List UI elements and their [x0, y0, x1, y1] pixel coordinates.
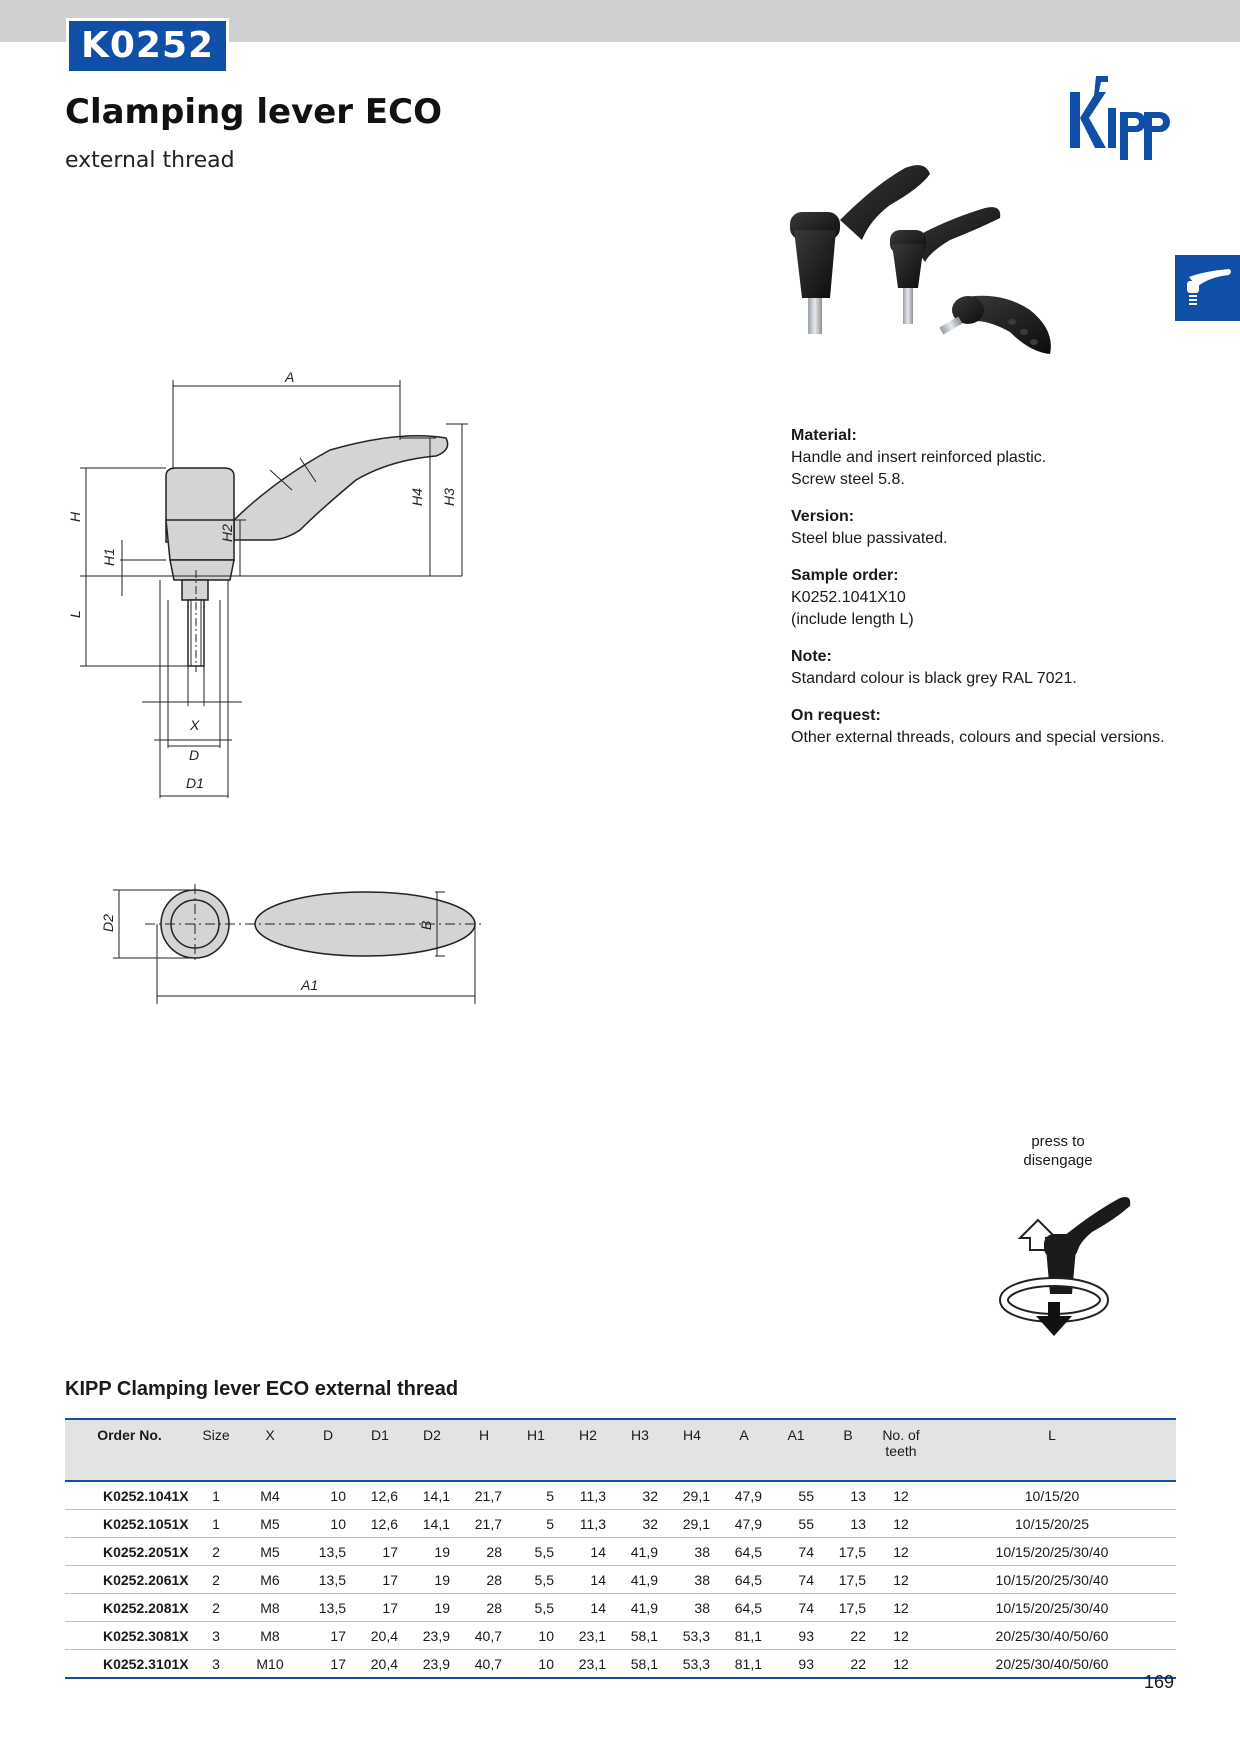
table-cell: 17 — [302, 1622, 354, 1650]
col-header: H — [478, 1427, 490, 1443]
table-cell: 10/15/20/25/30/40 — [928, 1538, 1176, 1566]
press-disengage-illustration — [996, 1190, 1156, 1350]
table-cell: 14,1 — [406, 1481, 458, 1510]
table-cell: 5,5 — [510, 1566, 562, 1594]
dim-label-d1: D1 — [186, 775, 204, 791]
table-cell: 5,5 — [510, 1538, 562, 1566]
table-cell: 38 — [666, 1538, 718, 1566]
table-cell: 20,4 — [354, 1650, 406, 1679]
table-cell: 14 — [562, 1538, 614, 1566]
table-cell: 20/25/30/40/50/60 — [928, 1622, 1176, 1650]
table-cell: 40,7 — [458, 1622, 510, 1650]
press-disengage-caption — [1000, 1132, 1116, 1170]
top-view-drawing — [100, 880, 510, 1010]
page-number: 169 — [1144, 1672, 1175, 1692]
kipp-logo — [1068, 74, 1180, 160]
table-cell: K0252.2081X — [65, 1594, 194, 1622]
page-title: Clamping lever ECO — [65, 92, 442, 132]
table-cell: 17,5 — [822, 1538, 874, 1566]
col-header: X — [265, 1427, 275, 1443]
spec-sample-order — [791, 565, 1211, 631]
table-cell: 21,7 — [458, 1510, 510, 1538]
table-cell: 10/15/20/25 — [928, 1510, 1176, 1538]
table-cell: 74 — [770, 1566, 822, 1594]
table-cell: 3 — [194, 1622, 238, 1650]
table-cell: 28 — [458, 1566, 510, 1594]
table-cell: 13,5 — [302, 1566, 354, 1594]
table-cell: M10 — [238, 1650, 302, 1679]
table-cell: M5 — [238, 1538, 302, 1566]
spec-list — [791, 425, 1211, 764]
table-cell: 19 — [406, 1538, 458, 1566]
table-cell: K0252.3101X — [65, 1650, 194, 1679]
spec-line: (include length L) — [791, 611, 914, 628]
product-code-badge: K0252 — [66, 18, 229, 74]
table-cell: 64,5 — [718, 1594, 770, 1622]
table-cell: 10/15/20/25/30/40 — [928, 1594, 1176, 1622]
table-cell: 10 — [302, 1481, 354, 1510]
table-cell: K0252.3081X — [65, 1622, 194, 1650]
table-cell: 5,5 — [510, 1594, 562, 1622]
table-cell: 55 — [770, 1510, 822, 1538]
table-cell: 11,3 — [562, 1481, 614, 1510]
table-cell: K0252.1051X — [65, 1510, 194, 1538]
col-header: A1 — [787, 1427, 805, 1443]
table-cell: 10 — [302, 1510, 354, 1538]
dim-label-b: B — [418, 920, 434, 930]
table-cell: 12,6 — [354, 1481, 406, 1510]
table-cell: 10/15/20 — [928, 1481, 1176, 1510]
table-cell: 12 — [874, 1566, 928, 1594]
dim-label-h1: H1 — [101, 548, 117, 566]
table-cell: M5 — [238, 1510, 302, 1538]
table-cell: 22 — [822, 1622, 874, 1650]
col-header: H3 — [631, 1427, 649, 1443]
col-header: H1 — [527, 1427, 545, 1443]
table-cell: 23,9 — [406, 1622, 458, 1650]
table-cell: 1 — [194, 1510, 238, 1538]
table-cell: 64,5 — [718, 1538, 770, 1566]
table-cell: 29,1 — [666, 1510, 718, 1538]
table-cell: 41,9 — [614, 1594, 666, 1622]
table-row — [65, 1481, 1176, 1510]
spec-line: K0252.1041X10 — [791, 589, 906, 606]
table-cell: 5 — [510, 1510, 562, 1538]
col-header: Order No. — [97, 1427, 162, 1443]
product-photo — [780, 160, 1110, 400]
table-cell: 58,1 — [614, 1650, 666, 1679]
table-cell: 2 — [194, 1566, 238, 1594]
table-cell: 12 — [874, 1594, 928, 1622]
table-row — [65, 1538, 1176, 1566]
table-cell: 58,1 — [614, 1622, 666, 1650]
col-header: H4 — [683, 1427, 701, 1443]
dim-label-h3: H3 — [441, 488, 457, 506]
table-cell: 14 — [562, 1566, 614, 1594]
table-cell: 17 — [354, 1566, 406, 1594]
table-cell: 41,9 — [614, 1538, 666, 1566]
table-cell: 93 — [770, 1622, 822, 1650]
dim-label-a: A — [285, 369, 295, 385]
table-cell: 41,9 — [614, 1566, 666, 1594]
table-cell: 74 — [770, 1538, 822, 1566]
table-cell: 14,1 — [406, 1510, 458, 1538]
table-cell: 12,6 — [354, 1510, 406, 1538]
spec-label: Version: — [791, 508, 855, 525]
table-cell: 29,1 — [666, 1481, 718, 1510]
dim-label-h: H — [67, 511, 83, 522]
table-cell: 13 — [822, 1481, 874, 1510]
table-row — [65, 1566, 1176, 1594]
spec-label: Sample order: — [791, 567, 899, 584]
table-cell: 17 — [302, 1650, 354, 1679]
spec-line: Standard colour is black grey RAL 7021. — [791, 670, 1077, 687]
dim-label-h2: H2 — [219, 524, 235, 542]
spec-on-request — [791, 705, 1211, 749]
table-cell: 81,1 — [718, 1622, 770, 1650]
table-cell: 38 — [666, 1594, 718, 1622]
table-cell: 5 — [510, 1481, 562, 1510]
table-cell: 12 — [874, 1650, 928, 1679]
product-table — [65, 1418, 1176, 1679]
table-cell: 10/15/20/25/30/40 — [928, 1566, 1176, 1594]
table-cell: 53,3 — [666, 1650, 718, 1679]
table-cell: K0252.2061X — [65, 1566, 194, 1594]
table-header-row — [65, 1419, 1176, 1481]
table-cell: 55 — [770, 1481, 822, 1510]
table-cell: 47,9 — [718, 1481, 770, 1510]
spec-line: Handle and insert reinforced plastic. — [791, 449, 1047, 466]
table-cell: 2 — [194, 1538, 238, 1566]
col-header: H2 — [579, 1427, 597, 1443]
col-header: L — [1048, 1427, 1056, 1443]
dim-label-l: L — [67, 610, 83, 618]
table-cell: 23,1 — [562, 1650, 614, 1679]
caption-line: disengage — [1023, 1152, 1093, 1169]
table-cell: 1 — [194, 1481, 238, 1510]
table-cell: 22 — [822, 1650, 874, 1679]
table-cell: 93 — [770, 1650, 822, 1679]
table-cell: 10 — [510, 1622, 562, 1650]
table-cell: M6 — [238, 1566, 302, 1594]
spec-material — [791, 425, 1211, 491]
table-cell: 13 — [822, 1510, 874, 1538]
table-cell: 17,5 — [822, 1566, 874, 1594]
lever-icon — [1175, 255, 1240, 321]
dim-label-h4: H4 — [409, 488, 425, 506]
table-cell: 12 — [874, 1510, 928, 1538]
spec-label: On request: — [791, 707, 881, 724]
table-cell: M4 — [238, 1481, 302, 1510]
table-cell: 32 — [614, 1510, 666, 1538]
dim-label-a1: A1 — [301, 977, 319, 993]
col-header: B — [843, 1427, 853, 1443]
table-row — [65, 1594, 1176, 1622]
col-header: D — [322, 1427, 334, 1443]
dim-label-d: D — [189, 747, 200, 763]
table-cell: 21,7 — [458, 1481, 510, 1510]
col-header: A — [739, 1427, 749, 1443]
caption-line: press to — [1031, 1133, 1085, 1150]
spec-label: Material: — [791, 427, 857, 444]
table-cell: 13,5 — [302, 1594, 354, 1622]
table-cell: M8 — [238, 1594, 302, 1622]
col-header: D1 — [371, 1427, 389, 1443]
table-cell: 53,3 — [666, 1622, 718, 1650]
spec-version — [791, 506, 1211, 550]
dim-label-x: X — [190, 717, 200, 733]
table-cell: 10 — [510, 1650, 562, 1679]
table-cell: 12 — [874, 1622, 928, 1650]
spec-line: Other external threads, colours and special versions. — [791, 729, 1165, 746]
side-view-drawing — [67, 369, 540, 810]
table-cell: 19 — [406, 1566, 458, 1594]
table-cell: M8 — [238, 1622, 302, 1650]
table-cell: K0252.1041X — [65, 1481, 194, 1510]
col-header: D2 — [423, 1427, 441, 1443]
table-cell: 81,1 — [718, 1650, 770, 1679]
table-cell: 40,7 — [458, 1650, 510, 1679]
table-cell: K0252.2051X — [65, 1538, 194, 1566]
col-header: No. of teeth — [882, 1427, 920, 1459]
table-cell: 28 — [458, 1594, 510, 1622]
page-subtitle: external thread — [65, 148, 235, 173]
table-cell: 64,5 — [718, 1566, 770, 1594]
dim-label-d2: D2 — [100, 914, 116, 932]
table-cell: 12 — [874, 1481, 928, 1510]
table-cell: 11,3 — [562, 1510, 614, 1538]
table-cell: 12 — [874, 1538, 928, 1566]
table-row — [65, 1650, 1176, 1679]
table-cell: 38 — [666, 1566, 718, 1594]
spec-line: Steel blue passivated. — [791, 530, 948, 547]
table-cell: 28 — [458, 1538, 510, 1566]
table-cell: 13,5 — [302, 1538, 354, 1566]
col-header: Size — [202, 1427, 230, 1443]
table-body — [65, 1481, 1176, 1678]
table-cell: 17 — [354, 1538, 406, 1566]
table-cell: 19 — [406, 1594, 458, 1622]
category-tab[interactable] — [1175, 255, 1240, 321]
table-row — [65, 1510, 1176, 1538]
table-row — [65, 1622, 1176, 1650]
table-cell: 2 — [194, 1594, 238, 1622]
spec-label: Note: — [791, 648, 832, 665]
table-cell: 23,1 — [562, 1622, 614, 1650]
table-cell: 20/25/30/40/50/60 — [928, 1650, 1176, 1679]
table-cell: 20,4 — [354, 1622, 406, 1650]
spec-line: Screw steel 5.8. — [791, 471, 905, 488]
spec-note — [791, 646, 1211, 690]
table-cell: 17 — [354, 1594, 406, 1622]
table-cell: 23,9 — [406, 1650, 458, 1679]
table-cell: 3 — [194, 1650, 238, 1679]
table-cell: 32 — [614, 1481, 666, 1510]
table-cell: 74 — [770, 1594, 822, 1622]
table-title: KIPP Clamping lever ECO external thread — [65, 1378, 459, 1400]
table-cell: 14 — [562, 1594, 614, 1622]
table-cell: 47,9 — [718, 1510, 770, 1538]
table-cell: 17,5 — [822, 1594, 874, 1622]
